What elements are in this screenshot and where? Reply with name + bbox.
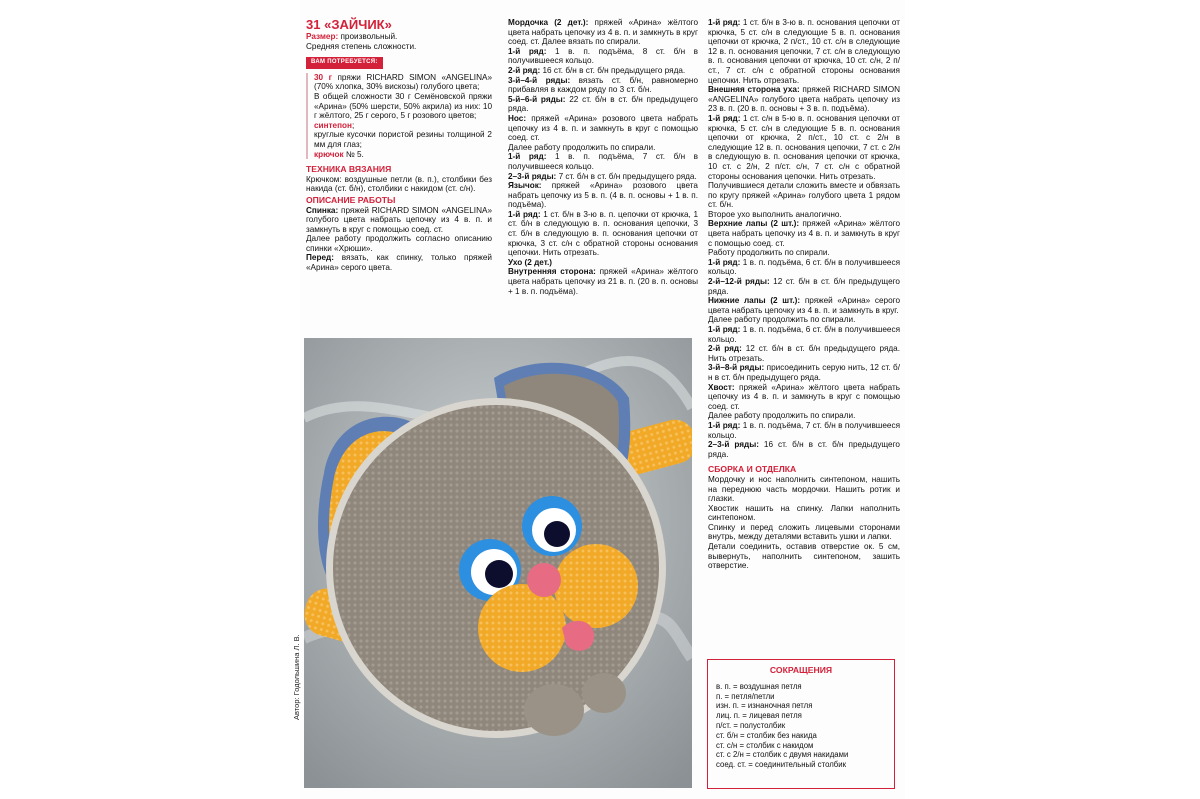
- instruction-text: 1 ст. б/н в 3-ю в. п. основания цепочки от крючка, 5 ст. с/н в следующие 5 в. п. основания цепочки от крючка, 2 п/ст., 10 ст. с/н в следующие 12 в. п. основания цепочки, 7 ст. с/н в следующую в. п. основания цепочки от крючка, 10 ст. с/н, 2 п/ст., 7 ст. с/н с обратной стороны основания цепочки. Нить отрезать.: [708, 18, 900, 85]
- instruction-paragraph: [708, 296, 900, 315]
- material-item: [314, 130, 492, 149]
- instruction-label: 2–3-й ряды:: [508, 171, 557, 181]
- instruction-paragraph: [708, 85, 900, 114]
- instruction-label: 1-й ряд:: [508, 46, 547, 56]
- instruction-label: Верхние лапы (2 шт.):: [708, 219, 800, 229]
- instruction-text: 1 ст. б/н в 3-ю в. п. цепочки от крючка, 1 ст. б/н в следующую в. п. основания цепочки, 3 ст. б/н в следующую в. п. основания цепочки от крючка, 3 ст. с/н с обратной стороны основания цепочки. Нить отрезать.: [508, 209, 698, 258]
- instruction-paragraph: [508, 152, 698, 171]
- abbreviation-item: ст. с/н = столбик с накидом: [716, 740, 814, 750]
- instruction-paragraph: [708, 315, 900, 325]
- instruction-text: пряжей «Арина» серого цвета набрать цепочку из 4 в. п. и замкнуть в круг.: [708, 296, 900, 315]
- material-strong: крючок: [314, 149, 344, 159]
- instruction-text: пряжей «Арина» жёлтого цвета набрать цепочку из 4 в. п. и замкнуть в круг с помощью соед. ст.: [708, 382, 900, 411]
- size-label: Размер:: [306, 32, 339, 41]
- instruction-label: 1-й ряд:: [508, 209, 541, 219]
- abbreviation-item: п/ст. = полустолбик: [716, 720, 786, 730]
- instruction-text: пряжей «Арина» розового цвета набрать цепочку из 5 в. п. (4 в. п. основы + 1 в. п. подъёма).: [508, 181, 698, 210]
- instruction-text: пряжей «Арина» жёлтого цвета набрать цепочку из 4 в. п. и замкнуть в круг с помощью соед. ст.: [708, 219, 900, 248]
- front-label: Перед:: [306, 253, 334, 263]
- instruction-text: Получившиеся детали сложить вместе и обвязать по кругу пряжей «Арина» голубого цвета 1 рядом ст. б/н.: [708, 181, 900, 210]
- instruction-paragraph: [708, 325, 900, 344]
- front-paragraph: [306, 253, 492, 272]
- instruction-label: 2–3-й ряды:: [708, 440, 759, 450]
- instruction-text: 1 в. п. подъёма, 7 ст. б/н в получившееся кольцо.: [508, 152, 699, 171]
- abbreviation-item: лиц. п. = лицевая петля: [716, 711, 802, 721]
- instruction-paragraph: [708, 219, 900, 248]
- instruction-paragraph: [708, 210, 900, 220]
- technique-text: Крючком: воздушные петли (в. п.), столбики без накида (ст. б/н), столбики с накидом (ст. с/н).: [306, 174, 492, 194]
- instruction-text: пряжей RICHARD SIMON «ANGELINA» голубого цвета набрать цепочку из 23 в. п. (20 в. п. основы + 3 в. п. подъёма).: [708, 85, 900, 114]
- instruction-paragraph: [708, 181, 900, 210]
- bunny-photo: [304, 338, 692, 788]
- instruction-paragraph: [508, 18, 698, 47]
- column-right-body: [708, 18, 900, 459]
- instruction-label: Хвост:: [708, 382, 735, 392]
- instruction-paragraph: [508, 258, 698, 268]
- assembly-paragraph: Спинку и перед сложить лицевыми сторонами внутрь, между деталями вставить ушки и лапки.: [708, 522, 900, 542]
- back-text: пряжей RICHARD SIMON «ANGELINA» голубого цвета набрать цепочку из 4 в. п. и замкнуть в круг с помощью соед. ст.: [306, 205, 492, 234]
- instruction-paragraph: [508, 66, 698, 76]
- material-item: [314, 150, 492, 160]
- abbreviations-list: [716, 682, 886, 770]
- instruction-paragraph: [708, 411, 900, 421]
- instruction-paragraph: [508, 76, 698, 95]
- instruction-text: 16 ст. б/н в ст. б/н предыдущего ряда.: [708, 440, 900, 459]
- instruction-text: Далее работу продолжить по спирали.: [708, 315, 856, 325]
- muzzle-left: [478, 584, 566, 672]
- column-left: [306, 18, 492, 273]
- instruction-text: Далее работу продолжить по спирали.: [708, 411, 856, 421]
- instruction-label: Нос:: [508, 113, 527, 123]
- instruction-paragraph: [508, 143, 698, 153]
- instruction-label: Внутренняя сторона:: [508, 267, 596, 277]
- instruction-paragraph: [708, 363, 900, 382]
- right-eye-pupil: [544, 521, 570, 547]
- column-middle: [508, 18, 698, 296]
- instruction-label: 3-й–8-й ряды:: [708, 363, 765, 373]
- instruction-paragraph: [708, 344, 900, 363]
- abbreviation-item: изн. п. = изнаночная петля: [716, 701, 813, 711]
- difficulty: Средняя степень сложности.: [306, 41, 417, 51]
- size-value: произвольный.: [340, 32, 398, 41]
- left-foot: [582, 673, 626, 713]
- instruction-text: Работу продолжить по спирали.: [708, 248, 830, 258]
- instruction-label: 1-й ряд:: [708, 113, 741, 123]
- instruction-label: 1-й ряд:: [708, 420, 741, 430]
- instruction-paragraph: [508, 95, 698, 114]
- nose: [527, 563, 561, 597]
- instruction-label: 1-й ряд:: [708, 18, 741, 27]
- back-label: Спинка:: [306, 205, 339, 215]
- instruction-paragraph: [708, 440, 900, 459]
- instruction-text: пряжей «Арина» розового цвета набрать цепочку из 4 в. п. и замкнуть в круг с помощью соед. ст.: [508, 113, 698, 143]
- material-strong: 30 г: [314, 72, 333, 82]
- technique-heading: ТЕХНИКА ВЯЗАНИЯ: [306, 164, 392, 175]
- assembly-paragraph: Хвостик нашить на спинку. Лапки наполнить синтепоном.: [708, 503, 900, 523]
- material-item: [314, 92, 492, 121]
- material-text: В общей сложности 30 г Семёновской пряжи «Арина» (50% шерсти, 50% акрила) из них: 10 г жёлтого, 25 г серого, 5 г розового цветов;: [314, 91, 492, 121]
- front-text: вязать, как спинку, только пряжей «Арина» серого цвета.: [306, 253, 492, 273]
- instruction-paragraph: [508, 267, 698, 296]
- instruction-text: 12 ст. б/н в ст. б/н предыдущего ряда. Нить отрезать.: [708, 344, 900, 363]
- instruction-paragraph: [508, 114, 698, 143]
- article-title-text: «ЗАЙЧИК»: [324, 17, 392, 32]
- instruction-text: 16 ст. б/н в ст. б/н предыдущего ряда.: [540, 65, 686, 75]
- instruction-paragraph: [508, 181, 698, 210]
- instruction-paragraph: [708, 258, 900, 277]
- assembly-heading: СБОРКА И ОТДЕЛКА: [708, 464, 797, 475]
- magazine-page: [292, 0, 905, 799]
- instruction-text: вязать ст. б/н, равномерно прибавляя в каждом ряду по 3 ст. б/н.: [508, 75, 698, 95]
- left-eye-pupil: [485, 560, 513, 588]
- instruction-text: 7 ст. б/н в ст. б/н предыдущего ряда.: [556, 171, 697, 181]
- instruction-label: 1-й ряд:: [508, 152, 547, 162]
- muzzle-right: [554, 544, 638, 628]
- instruction-label: 1-й ряд:: [708, 325, 741, 334]
- instruction-paragraph: [708, 248, 900, 258]
- instruction-paragraph: [708, 383, 900, 412]
- material-text: пряжи RICHARD SIMON «ANGELINA» (70% хлопка, 30% вискозы) голубого цвета;: [314, 72, 492, 92]
- instruction-paragraph: [708, 18, 900, 85]
- material-strong: синтепон: [314, 120, 352, 130]
- column-right: [708, 18, 900, 571]
- material-text: № 5.: [343, 149, 364, 159]
- assembly-paragraph: Детали соединить, оставив отверстие ок. 5 см, вывернуть, наполнить синтепоном, зашить отверстие.: [708, 542, 900, 571]
- instruction-text: Далее работу продолжить по спирали.: [508, 142, 656, 152]
- instruction-text: 1 в. п. подъёма, 7 ст. б/н в получившееся кольцо.: [708, 420, 900, 440]
- instruction-text: 1 в. п. подъёма, 6 ст. б/н в получившееся кольцо.: [708, 325, 900, 344]
- abbreviation-item: ст. б/н = столбик без накида: [716, 730, 817, 740]
- material-item: [314, 73, 492, 92]
- instruction-text: 1 в. п. подъёма, 6 ст. б/н в получившееся кольцо.: [708, 257, 900, 277]
- instruction-text: 12 ст. б/н в ст. б/н предыдущего ряда.: [708, 277, 900, 296]
- instruction-text: пряжей «Арина» жёлтого цвета набрать цепочку из 4 в. п. и замкнуть в круг соед. ст. Далее вязать по спирали.: [508, 18, 698, 47]
- photo-credit: Автор: Годольшина Л. В.: [292, 634, 301, 720]
- bunny-illustration: [304, 338, 692, 788]
- instruction-label: 1-й ряд:: [708, 257, 741, 267]
- abbreviation-item: ст. с 2/н = столбик с двумя накидами: [716, 750, 849, 760]
- abbreviation-item: соед. ст. = соединительный столбик: [716, 760, 847, 770]
- material-item: [314, 121, 492, 131]
- abbreviations-heading: СОКРАЩЕНИЯ: [769, 665, 833, 675]
- instruction-label: 2-й–12-й ряды:: [708, 277, 770, 287]
- instruction-label: Внешняя сторона уха:: [708, 85, 800, 95]
- materials-badge: ВАМ ПОТРЕБУЕТСЯ:: [306, 57, 383, 69]
- size-line: [306, 32, 492, 42]
- instruction-label: 2-й ряд:: [508, 65, 541, 75]
- instruction-label: Ухо (2 дет.): [508, 257, 553, 267]
- assembly-body: [708, 475, 900, 571]
- instruction-text: 22 ст. б/н в ст. б/н предыдущего ряда.: [508, 94, 698, 114]
- instruction-text: пряжей «Арина» жёлтого цвета набрать цепочку из 21 в. п. (20 в. п. основы + 1 в. п. подъёма).: [508, 267, 699, 296]
- description-heading: ОПИСАНИЕ РАБОТЫ: [306, 194, 396, 205]
- instruction-label: 3-й–4-й ряды:: [508, 75, 571, 85]
- instruction-paragraph: [708, 114, 900, 181]
- back-paragraph-2: Далее работу продолжить согласно описанию спинки «Хрюши».: [306, 234, 492, 253]
- abbreviation-item: п. = петля/петли: [716, 691, 775, 701]
- instruction-text: Второе ухо выполнить аналогично.: [708, 209, 842, 219]
- instruction-label: Мордочка (2 дет.):: [508, 18, 589, 27]
- instruction-paragraph: [508, 47, 698, 66]
- assembly-paragraph: Мордочку и нос наполнить синтепоном, нашить на переднюю часть мордочки. Нашить ротик и глазки.: [708, 474, 900, 504]
- instruction-paragraph: [508, 210, 698, 258]
- instruction-paragraph: [508, 172, 698, 182]
- instruction-text: 1 ст. с/н в 5-ю в. п. основания цепочки от крючка, 5 ст. с/н в следующие 5 в. п. основания цепочки от крючка, 2 п/ст., 10 ст. с 2/н в следующие 12 в. п. основания цепочки, 7 ст. с 2/н в следующую в. п. основания цепочки от крючка, 10 ст. с 2/н, 2 п/ст. с/н, 7 ст. с/н с обратной стороны основания цепочки. Нить отрезать.: [708, 113, 900, 181]
- instruction-paragraph: [708, 277, 900, 296]
- instruction-text: присоединить серую нить, 12 ст. б/н в ст. б/н предыдущего ряда.: [708, 363, 901, 382]
- material-text: круглые кусочки пористой резины толщиной 2 мм для глаз;: [314, 130, 492, 149]
- article-number: 31: [306, 17, 321, 32]
- instruction-text: 1 в. п. подъёма, 8 ст. б/н в получившееся кольцо.: [508, 46, 699, 66]
- instruction-paragraph: [708, 421, 900, 440]
- instruction-label: 5-й–6-й ряды:: [508, 94, 566, 104]
- instruction-label: Язычок:: [508, 181, 542, 191]
- article-title: [306, 18, 492, 32]
- back-paragraph: [306, 206, 492, 235]
- instruction-label: Нижние лапы (2 шт.):: [708, 296, 801, 306]
- right-foot: [524, 684, 584, 736]
- abbreviations-box: [707, 659, 895, 789]
- materials-list: [306, 73, 492, 159]
- material-text: ;: [352, 120, 355, 130]
- instruction-label: 2-й ряд:: [708, 344, 742, 354]
- abbreviation-item: в. п. = воздушная петля: [716, 681, 802, 691]
